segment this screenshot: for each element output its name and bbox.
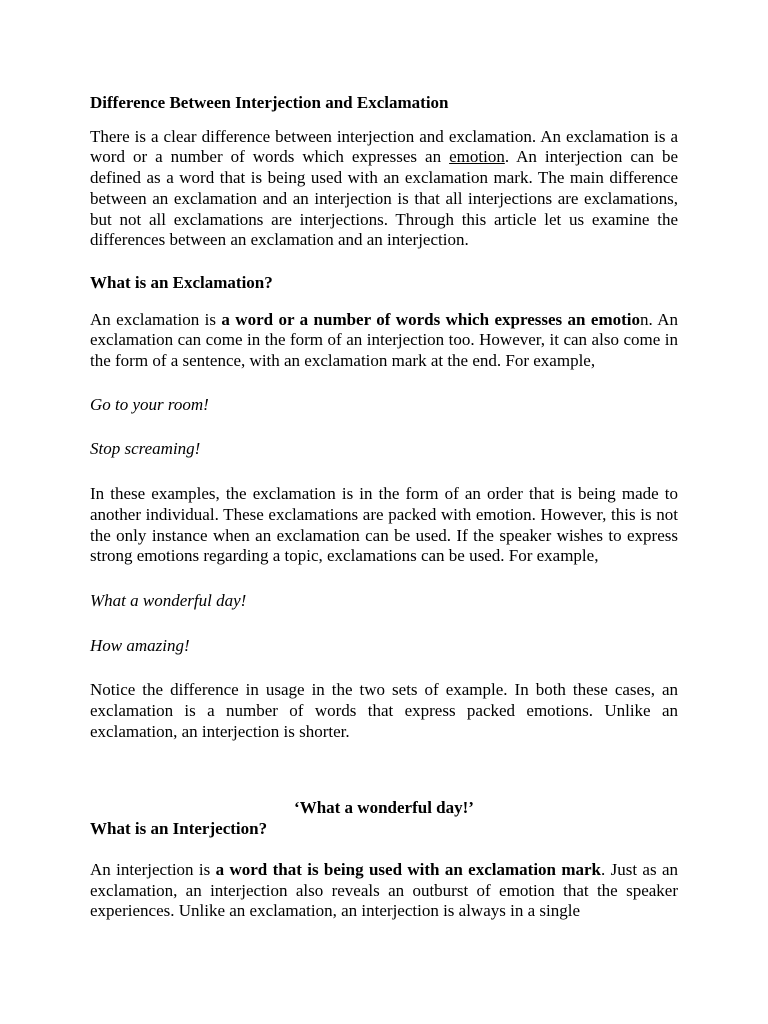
interjection-def-rest: . Just as an exclamation, an interjection also reveals an outburst of emotion that the speaker experiences. Unlike an exclamation, an interjection is always in a single xyxy=(90,859,678,921)
interjection-definition-paragraph xyxy=(90,860,678,922)
intro-text-part1: There is a clear difference between interjection and exclamation. An exclamation is a word or a number of words which expresses an xyxy=(90,126,678,167)
exclamation-def-bold: a word or a number of words which expresses an emotio xyxy=(221,309,640,329)
exclamation-definition-paragraph xyxy=(90,310,678,372)
interjection-def-bold: a word that is being used with an exclamation mark xyxy=(215,859,602,879)
exclamation-summary-paragraph: Notice the difference in usage in the two sets of example. In both these cases, an exclamation is a number of words that express packed emotions. Unlike an exclamation, an interjection is shorter. xyxy=(90,680,678,741)
image-caption: ‘What a wonderful day!’ xyxy=(294,798,474,818)
example-go-to-your-room: Go to your room! xyxy=(90,394,209,414)
example-stop-screaming: Stop screaming! xyxy=(90,439,201,459)
intro-text-part2: . An interjection can be defined as a word that is being used with an exclamation mark. The main difference between an exclamation and an interjection is that all interjections are exclamations, but not all exclamations are interjections. Through this article let us examine the differences between an exclamation and an interjection. xyxy=(90,147,679,250)
intro-paragraph xyxy=(90,127,678,251)
exclamation-def-start: An exclamation is xyxy=(90,309,222,329)
document-title: Difference Between Interjection and Exclamation xyxy=(90,93,449,112)
example-how-amazing: How amazing! xyxy=(90,635,190,655)
exclamation-def-rest: n. An exclamation can come in the form of an interjection too. However, it can also come in the form of a sentence, with an exclamation mark at the end. For example, xyxy=(90,309,678,371)
exclamation-heading: What is an Exclamation? xyxy=(90,272,273,292)
interjection-heading: What is an Interjection? xyxy=(90,819,268,839)
document-page xyxy=(90,93,678,922)
interjection-def-start: An interjection is xyxy=(90,859,216,879)
example-wonderful-day: What a wonderful day! xyxy=(90,590,247,610)
emotion-link[interactable]: emotion xyxy=(449,147,505,167)
exclamation-orders-paragraph: In these examples, the exclamation is in the form of an order that is being made to another individual. These exclamations are packed with emotion. However, this is not the only instance when an exclamation can be used. If the speaker wishes to express strong emotions regarding a topic, exclamations can be used. For example, xyxy=(90,484,678,566)
